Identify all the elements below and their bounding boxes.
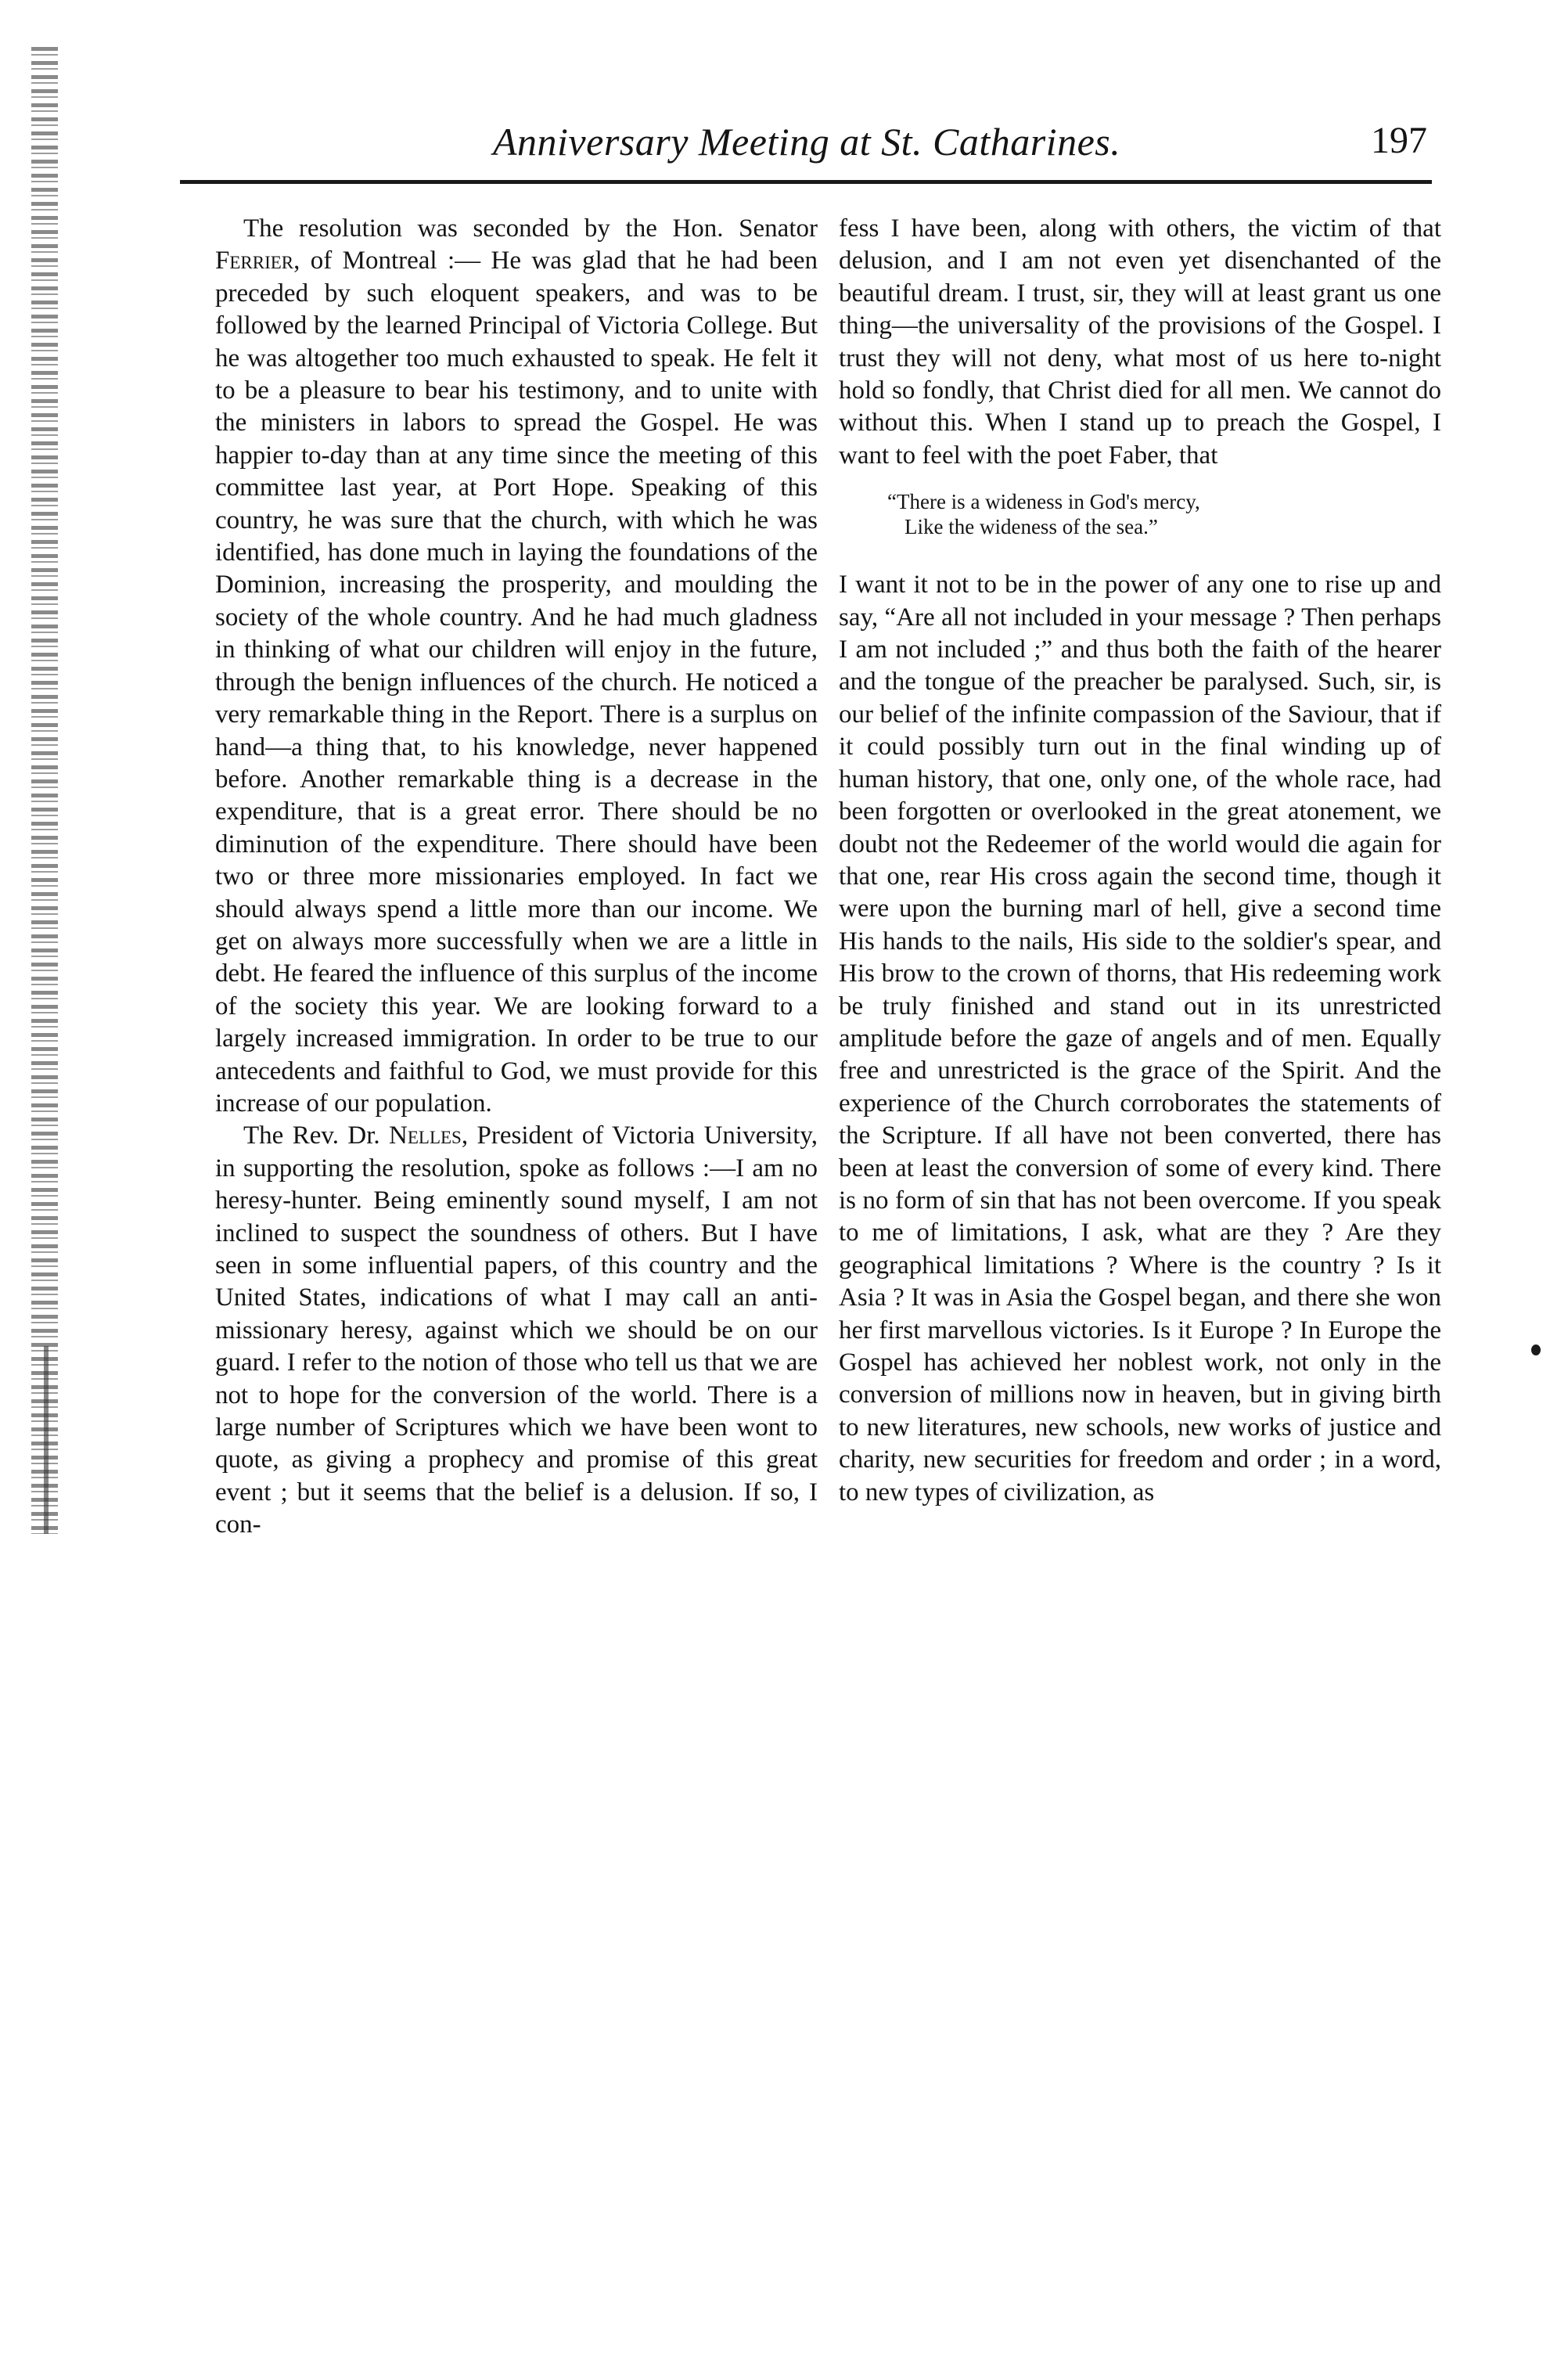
paragraph-continuation: fess I have been, along with others, the victim of that delusion, and I am not even yet disenchanted of the beautiful dream. I trust, sir, they will at least grant us one thing—the universality of the provisions of the Gospel. I trust they will not deny, what most of us here to-night hold so fondly, that Christ died for all men. We cannot do without this. When I stand up to preach the Gospel, I want to feel with the poet Faber, that (839, 214, 1441, 470)
paragraph-ferrier (215, 213, 818, 1120)
block-quote (839, 489, 1441, 539)
paragraph-body: , President of Victoria University, in supporting the resolution, spoke as follows :—I am no heresy-hunter. Being eminently sound myself, I am not inclined to suspect the soundness of others. But I have seen in some influential papers, of this country and the United States, indications of what I may call an anti-missionary heresy, against which we should be on our guard. I refer to the notion of those who tell us that we are not to hope for the conversion of the world. There is a large number of Scriptures which we have been wont to quote, as giving a prophecy and promise of this great event ; but it seems that the belief is a delusion. If so, I con- (215, 1121, 818, 1539)
ink-spot (1531, 1344, 1541, 1355)
left-column (215, 213, 818, 1542)
quote-line: Like the wideness of the sea.” (904, 515, 1158, 539)
speaker-name: Nelles (389, 1121, 462, 1150)
scanned-page-edge (31, 47, 58, 1534)
paragraph-intro: The resolution was seconded by the Hon. Senator (243, 214, 818, 243)
speaker-name: Ferrier (215, 247, 294, 275)
header-rule (180, 180, 1432, 184)
paragraph-body: , of Montreal :— He was glad that he had been preceded by such eloquent speakers, and was to be followed by the learned Principal of Victoria College. But he was altogether too much exhausted to speak. He felt it to be a pleasure to bear his testimony, and to unite with the ministers in labors to spread the Gospel. He was happier to-day than at any time since the meeting of this committee last year, at Port Hope. Speaking of this country, he was sure that the church, with which he was identified, has done much in laying the foundations of the Dominion, increasing the prosperity, and moulding the society of the whole country. And he had much gladness in thinking of what our children will enjoy in the future, through the benign influences of the church. He noticed a very remarkable thing in the Report. There is a surplus on hand—a thing that, to his knowledge, never happened before. Another remarkable thing is a decrease in the expenditure, that is a great error. There should be no diminution of the expenditure. There should have been two or three more missionaries employed. In fact we should always spend a little more than our income. We get on always more successfully when we are a little in debt. He feared the influence of this surplus of the income of the society this year. We are looking forward to a largely increased immigration. In order to be true to our antecedents and faithful to God, we must provide for this increase of our population. (215, 247, 818, 1118)
paragraph-intro: The Rev. Dr. (243, 1121, 390, 1150)
quote-line: “There is a wideness in God's mercy, (887, 490, 1200, 514)
paragraph-nelles (215, 1120, 818, 1541)
running-title: Anniversary Meeting at St. Catharines. (493, 120, 1121, 164)
paragraph-body: I want it not to be in the power of any one to rise up and say, “Are all not included in your message ? Then perhaps I am not included ;” and thus both the faith of the hearer and the tongue of the preacher be paralysed. Such, sir, is our belief of the infinite compassion of the Saviour, that if it could possibly turn out in the final winding up of human history, that one, only one, of the whole race, had been forgotten or overlooked in the great atonement, we doubt not the Redeemer of the world would die again for that one, rear His cross again the second time, though it were upon the burning marl of hell, give a second time His hands to the nails, His side to the soldier's spear, and His brow to the crown of thorns, that His redeeming work be truly finished and stand out in its unrestricted amplitude before the gaze of angels and of men. Equally free and unrestricted is the grace of the Spirit. And the experience of the Church corroborates the statements of the Scripture. If all have not been converted, there has been at least the conversion of some of every kind. There is no form of sin that has not been overcome. If you speak to me of limitations, I ask, what are they ? Are they geographical limitations ? Where is the country ? Is it Asia ? It was in Asia the Gospel began, and there she won her first marvellous victories. Is it Europe ? In Europe the Gospel has achieved her noblest work, not only in the conversion of millions now in heaven, but in giving birth to new literatures, new schools, new works of justice and charity, new securities for freedom and order ; in a word, to new types of civilization, as (839, 571, 1441, 1506)
page-header (462, 119, 1427, 174)
scanned-page-edge-mark (44, 1346, 49, 1534)
page-number: 197 (1371, 120, 1427, 161)
right-column (839, 213, 1441, 1509)
